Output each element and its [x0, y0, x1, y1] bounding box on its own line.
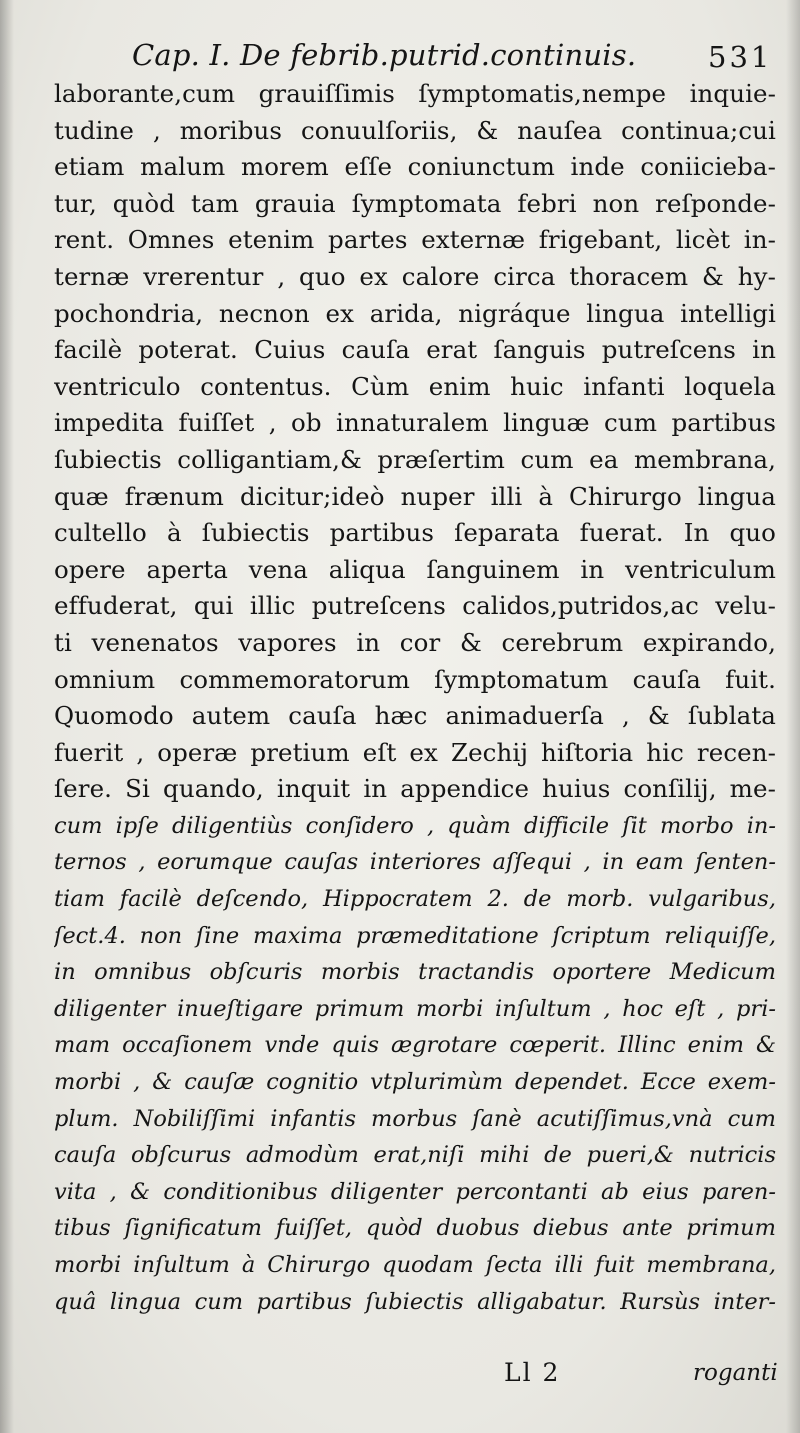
text-line: etiam malum morem eſſe coniunctum inde coniicieba- — [54, 152, 776, 182]
text-line: ventriculo contentus. Cùm enim huic infanti loquela — [54, 371, 776, 401]
text-line: morbi inſultum à Chirurgo quodam ſecta illi fuit membrana, — [54, 1252, 776, 1278]
text-line: tiam facilè deſcendo, Hippocratem 2. de morb. vulgaribus, — [54, 886, 776, 913]
text-line: vita , & conditionibus diligenter percontanti ab eius paren- — [54, 1178, 776, 1205]
text-line: quæ frænum dicitur;ideò nuper illi à Chirurgo lingua — [54, 481, 776, 511]
text-line: pochondria, necnon ex arida, nigráque lingua intelligi — [54, 298, 776, 328]
text-line: fuerit , operæ pretium eſt ex Zechij hiſtoria hic recen- — [54, 737, 776, 767]
text-line: omnium commemoratorum ſymptomatum cauſa fuit. — [54, 664, 776, 694]
text-line: ternos , eorumque cauſas interiores aſſequi , in eam ſenten- — [54, 849, 776, 876]
text-line: ti venenatos vapores in cor & cerebrum expirando, — [54, 627, 776, 657]
text-line: cum ipſe diligentiùs conſidero , quàm difficile ſit morbo in- — [54, 812, 776, 839]
text-line: effuderat, qui illic putreſcens calidos,putridos,ac velu- — [54, 591, 776, 621]
text-line: diligenter inueſtigare primum morbi inſultum , hoc eſt , pri- — [54, 995, 776, 1022]
text-line: tibus ſignificatum fuiſſet, quòd duobus diebus ante primum — [54, 1215, 776, 1242]
text-line: tudine , moribus conuulſoriis, & nauſea continua;cui — [54, 115, 776, 145]
page-right-edge-shadow — [786, 0, 800, 1433]
text-line: quâ lingua cum partibus ſubiectis alligabatur. Rursùs inter- — [54, 1288, 776, 1315]
text-line: tur, quòd tam grauia ſymptomata febri non reſponde- — [54, 188, 776, 218]
text-line: mam occaſionem vnde quis ægrotare cœperit. Illinc enim & — [54, 1032, 776, 1059]
text-line: rent. Omnes etenim partes externæ frigebant, licèt in- — [54, 225, 776, 255]
text-body — [54, 76, 776, 1320]
text-line: morbi , & cauſæ cognitio vtplurimùm dependet. Ecce exem- — [54, 1069, 776, 1096]
text-line: cultello à ſubiectis partibus ſeparata fuerat. In quo — [54, 518, 776, 548]
text-line: in omnibus obſcuris morbis tractandis oportere Medicum — [54, 959, 776, 986]
text-line: cauſa obſcurus admodùm erat,niſi mihi de pueri,& nutricis — [54, 1142, 776, 1169]
text-line: laborante,cum grauiſſimis ſymptomatis,nempe inquie- — [54, 79, 776, 108]
text-line: impedita fuiſſet , ob innaturalem linguæ cum partibus — [54, 408, 776, 438]
text-line: Quomodo autem cauſa hæc animaduerſa , & ſublata — [54, 701, 776, 731]
text-line: ſect.4. non ſine maxima præmeditatione ſcriptum reliquiſſe, — [54, 922, 776, 949]
text-line: ſubiectis colligantiam,& præſertim cum ea membrana, — [54, 444, 776, 474]
signature-mark: Ll 2 — [504, 1358, 561, 1387]
text-line: facilè poterat. Cuius cauſa erat ſanguis putreſcens in — [54, 335, 776, 365]
text-line: opere aperta vena aliqua ſanguinem in ventriculum — [54, 554, 776, 584]
running-head: Cap. I. De febrib.putrid.continuis. — [132, 38, 637, 72]
text-line: ternæ vrerentur , quo ex calore circa thoracem & hy- — [54, 261, 776, 291]
page-left-edge-shadow — [0, 0, 14, 1433]
page-number: 531 — [708, 40, 773, 74]
page-footer — [0, 1358, 800, 1398]
text-line: ſere. Si quando, inquit in appendice huius conſilij, me- — [54, 774, 776, 804]
catchword: roganti — [693, 1360, 778, 1386]
text-line: plum. Nobiliſſimi infantis morbus ſanè acutiſſimus,vnà cum — [54, 1105, 776, 1132]
